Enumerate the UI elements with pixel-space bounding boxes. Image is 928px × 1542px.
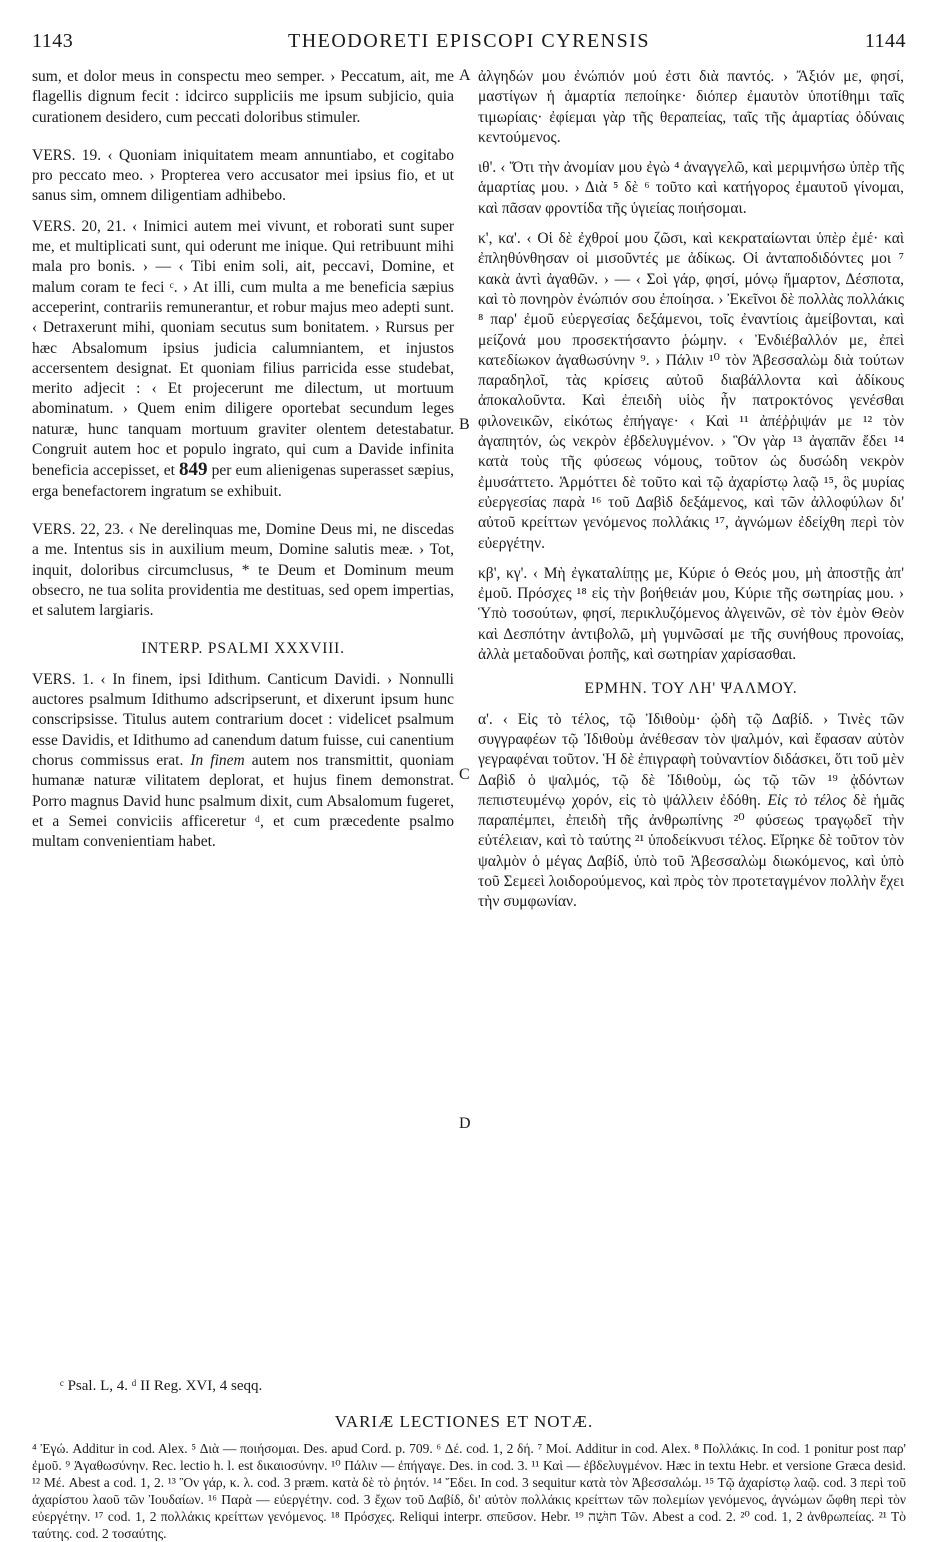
variant-readings-text: ⁴ Ἐγώ. Additur in cod. Alex. ⁵ Διὰ — ποιήσομαι. Des. apud Cord. p. 709. ⁶ Δέ. cod. 1, 2 δή. ⁷ Μοί. Additur in cod. Alex. ⁸ Πολλάκις. In cod. 1 ponitur post παρ' ἐμοῦ. ⁹ Ἀγαθωσύνην. Rec. lectio h. l. est δικαιοσύνην. ¹⁰ Πάλιν — ἐπήγαγε. Des. in cod. 3. ¹¹ Καὶ — ἐβδελυγμένον. Hæc in textu Hebr. et versione Græca desid. ¹² Μέ. Abest a cod. 1, 2. ¹³ Ὃν γάρ, κ. λ. cod. 3 præm. κατὰ δὲ τὸ ῥητόν. ¹⁴ Ἔδει. In cod. 3 sequitur κατὰ τὸν Ἀβεσσαλώμ. ¹⁵ Τῷ ἀχαρίστῳ λαῷ. cod. 3 περὶ τοῦ ἀχαρίστου λαοῦ τῶν Ἰουδαίων. ¹⁶ Παρὰ — εὐεργέτην. cod. 3 ἔχων τοῦ Δαβίδ, δι' αὐτὸν πολλάκις κρείττων τῶν πολεμίων γενόμενος, ἀγνώμων ὤφθη περὶ τὸν εὐεργέτην. ¹⁷ cod. 1, 2 πολλάκις κρείττων γενόμενος. ¹⁸ Πρόσχες. Reliqui interpr. σπεῦσον. Hebr. חוּשָׁה ¹⁹ Τῶν. Abest a cod. 2. ²⁰ cod. 1, 2 ἀνθρωπείας. ²¹ Τὸ ταύτης. cod. 2 τοσαύτης. xyxy=(32,1441,906,1541)
margin-letter-a: A xyxy=(459,67,471,84)
spacer xyxy=(478,665,904,679)
latin-paragraph-5-text: VERS. 1. ‹ In finem, ipsi Idithum. Canticum Davidi. › Nonnulli auctores psalmum Idithumo adscripserunt, et dixerunt ipsum hunc conscripsisse. Titulus autem contrarium docet : videlicet psalmum esse Davidis, et Idithumo ad canendum datum fuisse, cui canentium chorus commissus erat. xyxy=(32,670,454,769)
spacer xyxy=(32,128,454,146)
greek-paragraph-5-text: α'. ‹ Εἰς τὸ τέλος, τῷ Ἰδιθοὺμ· ᾠδὴ τῷ Δαβίδ. › Τινὲς τῶν συγγραφέων τῷ Ἰδιθοὺμ ἀνέθεσαν τὸν ψαλμόν, καὶ ἔφασαν αὐτὸν γεγραφέναι τοῦτον. Ἡ δὲ ἐπιγραφὴ τοὐναντίον διδάσκει, ὅτι τοῦ μὲν Δαβὶδ ὁ ψαλμός, τῷ δὲ Ἰδιθοὺμ, ὡς τῷ τῶν ¹⁹ ᾀδόντων πεπιστευμένῳ χορόν, εἰς τὸ ψάλλειν ἐδόθη. xyxy=(478,710,904,809)
latin-paragraph-3 xyxy=(32,217,454,502)
latin-paragraph-5 xyxy=(32,670,454,853)
column-number: 849 xyxy=(179,459,208,481)
right-page-number: 1144 xyxy=(864,30,906,52)
greek-paragraph-1: ἀλγηδών μου ἐνώπιόν μού ἐστι διὰ παντός. › Ἄξιόν με, φησί, μαστίγων ἡ ἁμαρτία πεποίηκε· διόπερ ἐμαυτὸν ὑποτίθημι ταῖς τιμωρίαις· ἐφίεμαι γὰρ τῆς θεραπείας, ταῖς τῆς ἁμαρτίας ὀδύναις κεντούμενος. xyxy=(478,68,904,146)
latin-paragraph-3-end: per eum alienigenas superasset sæpius, erga benefactorem ingratum se exhibuit. xyxy=(32,462,455,500)
greek-section-heading: ΕΡΜΗΝ. ΤΟΥ ΛΗ' ΨΑΛΜΟΥ. xyxy=(584,680,798,698)
margin-letter-d: D xyxy=(459,1115,471,1132)
variant-readings xyxy=(32,1440,906,1542)
spacer xyxy=(32,207,454,217)
greek-italic-phrase: Εἰς τὸ τέλος xyxy=(767,791,847,809)
greek-paragraph-4: κβ', κγ'. ‹ Μὴ ἐγκαταλίπῃς με, Κύριε ὁ Θεός μου, μὴ ἀποστῇς ἀπ' ἐμοῦ. Πρόσχες ¹⁸ εἰς τὴν βοήθειάν μου, Κύριε τῆς σωτηρίας μου. › Ὑπὸ τοσούτων, φησί, περικλυζόμενος ἀλγεινῶν, σὲ τὸν ἐμὸν Θεὸν καὶ Δεσπότην ἀντιβολῶ, μὴ γυμνῶσαί με τῆς συνήθους προνοίας, ἀλλὰ μεταδοῦναι ῥοπῆς, καὶ σωτηρίαν χαρίσασθαι. xyxy=(478,564,904,664)
spacer xyxy=(478,219,904,229)
spacer xyxy=(478,148,904,158)
greek-paragraph-5-end: δὲ ἡμᾶς παραπέμπει, ἐπειδὴ τῆς ἀνθρωπίνης ²⁰ φύσεως τραγῳδεῖ τὴν εὐτέλειαν, καὶ τὸ ταύτης ²¹ ὑποδείκνυσι τέλος. Εἴρηκε δὲ τοῦτον τὸν ψαλμὸν ὁ μέγας Δαβίδ, ὑπὸ τοῦ Ἀβεσσαλὼμ διωκόμενος, καὶ ὑπὸ τοῦ Σεμεεὶ λοιδορούμενος, καὶ πρὸς τὸν προτεταγμένον πολλὴν ἔχει τὴν συμφωνίαν. xyxy=(478,791,904,911)
latin-italic-phrase: In finem xyxy=(190,751,245,769)
margin-letter-b: B xyxy=(459,416,470,433)
latin-paragraph-3-text: VERS. 20, 21. ‹ Inimici autem mei vivunt, et roborati sunt super me, et multiplicati sunt, qui oderunt me inique. Qui retribuunt mihi mala pro bonis. › — ‹ Tibi enim soli, ait, peccavi, Domine, et malum coram te feci ᶜ. › At illi, cum multa a me beneficia sæpius acceperint, contrariis remunerantur, et robur majus meo adepti sunt. ‹ Detraxerunt mihi, quoniam secutus sum bonitatem. › Rursus per hæc Absalomum ipsius judicia calumniantem, et injustos accersentem designat. Et quoniam filius parricida esse studebat, merito adjecit : ‹ Et projecerunt me dilectum, ut mortuum abominatum. › Quem enim diligere oportebat secundum leges naturæ, hunc tanquam mortuum graviter olentem detestabatur. Congruit autem hoc et populo ingrato, qui cum a Davide infinita beneficia accepisset, et xyxy=(32,217,454,480)
latin-paragraph-5-end: autem nos transmittit, quoniam humanæ naturæ vilitatem deplorat, et hujus finem demonstrat. Porro magnus David hunc psalmum dixit, cum Absalomum fugeret, et a Semei conviciis afficeretur ᵈ, et cum præcedente psalmo multam convenientiam habet. xyxy=(32,751,454,851)
latin-footnotes: ᶜ Psal. L, 4. ᵈ II Reg. XVI, 4 seqq. xyxy=(60,1378,263,1394)
spacer xyxy=(478,554,904,564)
latin-section-heading: INTERP. PSALMI XXXVIII. xyxy=(141,640,345,658)
running-title: THEODORETI EPISCOPI CYRENSIS xyxy=(287,30,651,52)
greek-column xyxy=(478,67,904,913)
greek-paragraph-2: ιθ'. ‹ Ὅτι τὴν ἀνομίαν μου ἐγὼ ⁴ ἀναγγελῶ, καὶ μεριμνήσω ὑπὲρ τῆς ἁμαρτίας μου. › Διὰ ⁵ δὲ ⁶ τοῦτο καὶ κατήγορος ἐμαυτοῦ γίνομαι, καὶ πᾶσαν φροντίδα τῆς ὑγιείας ποιήσομαι. xyxy=(478,159,904,217)
latin-paragraph-4: VERS. 22, 23. ‹ Ne derelinquas me, Domine Deus mi, ne discedas a me. Intentus sis in auxilium meum, Domine salutis meæ. › Tot, inquit, doloribus circumclusus, * te Deum et Dominum meum obsecro, ne tua solita providentia me destituas, sed opem impertias, et salutem largiaris. xyxy=(32,520,454,620)
running-head xyxy=(32,30,906,60)
greek-paragraph-5 xyxy=(478,710,904,913)
spacer xyxy=(32,502,454,520)
greek-paragraph-3: κ', κα'. ‹ Οἱ δὲ ἐχθροί μου ζῶσι, καὶ κεκραταίωνται ὑπὲρ ἐμέ· καὶ ἐπληθύνθησαν οἱ μισοῦντές με ἀδίκως. Οἱ ἀνταποδιδόντες μοι ⁷ κακὰ ἀντὶ ἀγαθῶν. › — ‹ Σοὶ γάρ, φησί, μόνῳ ἥμαρτον, Δέσποτα, καὶ τὸ πονηρὸν ἐνώπιόν σου ἐποίησα. › Ἐκεῖνοι δὲ πολλὰς πολλάκις ⁸ παρ' ἐμοῦ εὐεργεσίας δεξάμενοι, τοῖς ἐναντίοις ἀμείβονται, καὶ μείζονά μου προσεκτήσαντο ῥώμην. ‹ Ἐνδιέβαλλόν με, ἐπεὶ κατεδίωκον ἀγαθωσύνην ⁹. › Πάλιν ¹⁰ τὸν Ἀβεσσαλὼμ διὰ τούτων παραδηλοῖ, τὰς κρίσεις αὐτοῦ διαβάλλοντα καὶ ἀδίκους ἀποκαλοῦντα. Καὶ ἐπειδὴ υἱὸς ἦν πατροκτόνος γενέσθαι φιλονεικῶν, εἰκότως ἐπήγαγε· ‹ Καὶ ¹¹ ἀπέῤῥιψάν με ¹² τὸν ἀγαπητόν, ὡς νεκρὸν ἐβδελυγμένον. › Ὃν γὰρ ¹³ ἀγαπᾶν ἔδει ¹⁴ κατὰ τοὺς τῆς φύσεως νόμους, τοῦτον ὡς δυσώδη νεκρὸν ἐμυσάττετο. Ἁρμόττει δὲ τοῦτο καὶ τῷ ἀχαρίστῳ λαῷ ¹⁵, ὃς μυρίας εὐεργεσίας παρὰ ¹⁶ τοῦ Δαβὶδ δεξάμενος, καὶ τῶν ἀλλοφύλων δι' αὐτοῦ κρείττων γενόμενος πολλάκις ¹⁷, ἀγνώμων ἐδείχθη περὶ τὸν εὐεργέτην. xyxy=(478,230,904,552)
margin-letter-c: C xyxy=(459,766,470,783)
latin-paragraph-2: VERS. 19. ‹ Quoniam iniquitatem meam annuntiabo, et cogitabo pro peccato meo. › Propterea vero accusator mei ipsius fio, et ut sanus sim, omnem diligentiam adhibebo. xyxy=(32,146,454,205)
latin-column xyxy=(32,67,454,852)
left-page-number: 1143 xyxy=(32,30,74,52)
spacer xyxy=(32,621,454,639)
spacer xyxy=(32,660,454,670)
latin-paragraph-1: sum, et dolor meus in conspectu meo semper. › Peccatum, ait, me flagellis dignum fecit : idcirco suppliciis me ipsum subjicio, quia curationem desidero, cum peccati doloribus stimuler. xyxy=(32,68,454,126)
notes-title: VARIÆ LECTIONES ET NOTÆ. xyxy=(334,1412,594,1431)
spacer xyxy=(478,700,904,710)
